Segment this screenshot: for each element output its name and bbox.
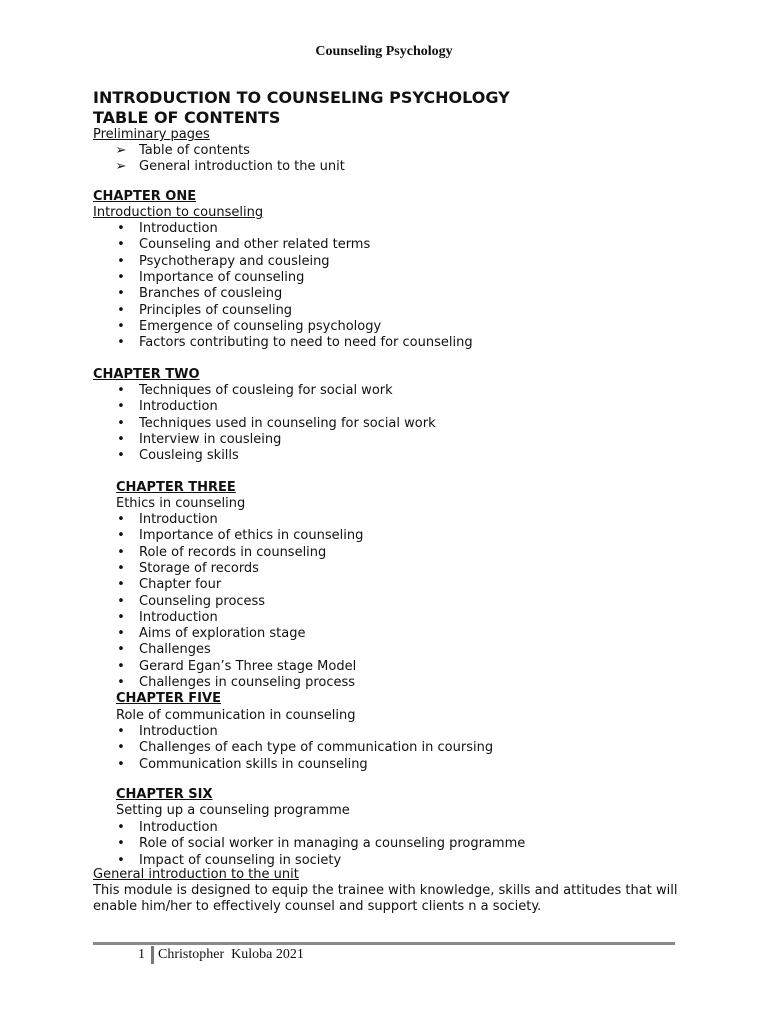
bullet-icon: • <box>117 302 125 318</box>
bullet-icon: • <box>117 820 125 835</box>
toc-item: Principles of counseling <box>139 302 293 318</box>
bullet-icon: • <box>117 237 125 253</box>
bullet-icon: • <box>117 431 125 447</box>
toc-item: Techniques used in counseling for social work <box>139 415 436 431</box>
running-header: Counseling Psychology <box>315 44 453 59</box>
toc-item: Gerard Egan’s Three stage Model <box>139 658 357 674</box>
toc-item: Chapter four <box>139 577 222 593</box>
toc-item: Emergence of counseling psychology <box>139 318 382 334</box>
toc-title: TABLE OF CONTENTS <box>93 108 281 127</box>
toc-item: Importance of ethics in counseling <box>139 528 364 544</box>
toc-item: Role of social worker in managing a counseling programme <box>139 836 526 852</box>
chapter-one-heading: CHAPTER ONE <box>93 189 197 204</box>
toc-item: Introduction <box>139 724 218 739</box>
bullet-icon: • <box>117 221 125 236</box>
bullet-icon: • <box>117 852 125 868</box>
bullet-icon: • <box>117 724 125 739</box>
toc-item: Challenges in counseling process <box>139 675 356 690</box>
bullet-icon: • <box>117 577 125 593</box>
bullet-icon: • <box>117 512 125 527</box>
chapter-five-subtitle: Role of communication in counseling <box>116 708 356 723</box>
bullet-icon: • <box>117 740 125 756</box>
bullet-icon: • <box>117 448 125 464</box>
toc-item: Branches of cousleing <box>139 286 283 302</box>
bullet-icon: • <box>117 675 125 690</box>
chapter-one-subtitle: Introduction to counseling <box>93 205 264 220</box>
bullet-icon: • <box>117 335 125 351</box>
bullet-icon: • <box>117 318 125 334</box>
bullet-icon: • <box>117 399 125 415</box>
general-intro-paragraph: This module is designed to equip the trainee with knowledge, skills and attitudes that will enable him/her to effectively counsel and support clients n a society. <box>93 883 678 914</box>
footer-divider <box>151 946 154 964</box>
toc-item: Importance of counseling <box>139 269 305 285</box>
toc-item: Factors contributing to need to need for counseling <box>139 335 473 351</box>
toc-item: Introduction <box>139 820 218 835</box>
toc-item: Introduction <box>139 512 218 527</box>
toc-item: Table of contents <box>139 143 250 158</box>
bullet-icon: • <box>117 286 125 302</box>
bullet-icon: • <box>117 560 125 576</box>
arrow-bullet-icon: ➢ <box>115 143 127 158</box>
bullet-icon: • <box>117 626 125 642</box>
footer-author: Christopher Kuloba 2021 <box>158 947 304 962</box>
toc-item: Aims of exploration stage <box>139 626 306 642</box>
toc-item: Interview in cousleing <box>139 431 282 447</box>
bullet-icon: • <box>117 528 125 544</box>
toc-item: Role of records in counseling <box>139 544 327 560</box>
bullet-icon: • <box>117 756 125 772</box>
toc-item: Counseling process <box>139 593 266 609</box>
toc-item: Communication skills in counseling <box>139 756 368 772</box>
chapter-six-subtitle: Setting up a counseling programme <box>116 803 350 818</box>
toc-item: Challenges <box>139 642 211 658</box>
bullet-icon: • <box>117 253 125 269</box>
toc-item: General introduction to the unit <box>139 159 345 174</box>
toc-item: Cousleing skills <box>139 448 239 464</box>
footer-rule <box>93 942 675 945</box>
bullet-icon: • <box>117 383 125 398</box>
toc-item: Introduction <box>139 221 218 236</box>
bullet-icon: • <box>117 593 125 609</box>
bullet-icon: • <box>117 836 125 852</box>
toc-item: Counseling and other related terms <box>139 237 371 253</box>
bullet-icon: • <box>117 658 125 674</box>
bullet-icon: • <box>117 544 125 560</box>
chapter-two-heading: CHAPTER TWO <box>93 367 200 382</box>
document-title: INTRODUCTION TO COUNSELING PSYCHOLOGY <box>93 88 510 107</box>
preliminary-heading: Preliminary pages <box>93 127 210 142</box>
page-number: 1 <box>138 947 145 962</box>
chapter-five-heading: CHAPTER FIVE <box>116 691 221 706</box>
toc-item: Impact of counseling in society <box>139 852 342 868</box>
arrow-bullet-icon: ➢ <box>115 159 127 174</box>
bullet-icon: • <box>117 609 125 625</box>
toc-item: Psychotherapy and cousleing <box>139 253 330 269</box>
bullet-icon: • <box>117 642 125 658</box>
toc-item: Storage of records <box>139 560 259 576</box>
chapter-three-heading: CHAPTER THREE <box>116 480 236 495</box>
bullet-icon: • <box>117 415 125 431</box>
toc-item: Challenges of each type of communication in coursing <box>139 740 494 756</box>
bullet-icon: • <box>117 269 125 285</box>
general-intro-heading: General introduction to the unit <box>93 867 299 882</box>
chapter-three-subtitle: Ethics in counseling <box>116 496 246 511</box>
toc-item: Introduction <box>139 609 218 625</box>
chapter-six-heading: CHAPTER SIX <box>116 787 213 802</box>
toc-item: Introduction <box>139 399 218 415</box>
toc-item: Techniques of cousleing for social work <box>139 383 393 398</box>
